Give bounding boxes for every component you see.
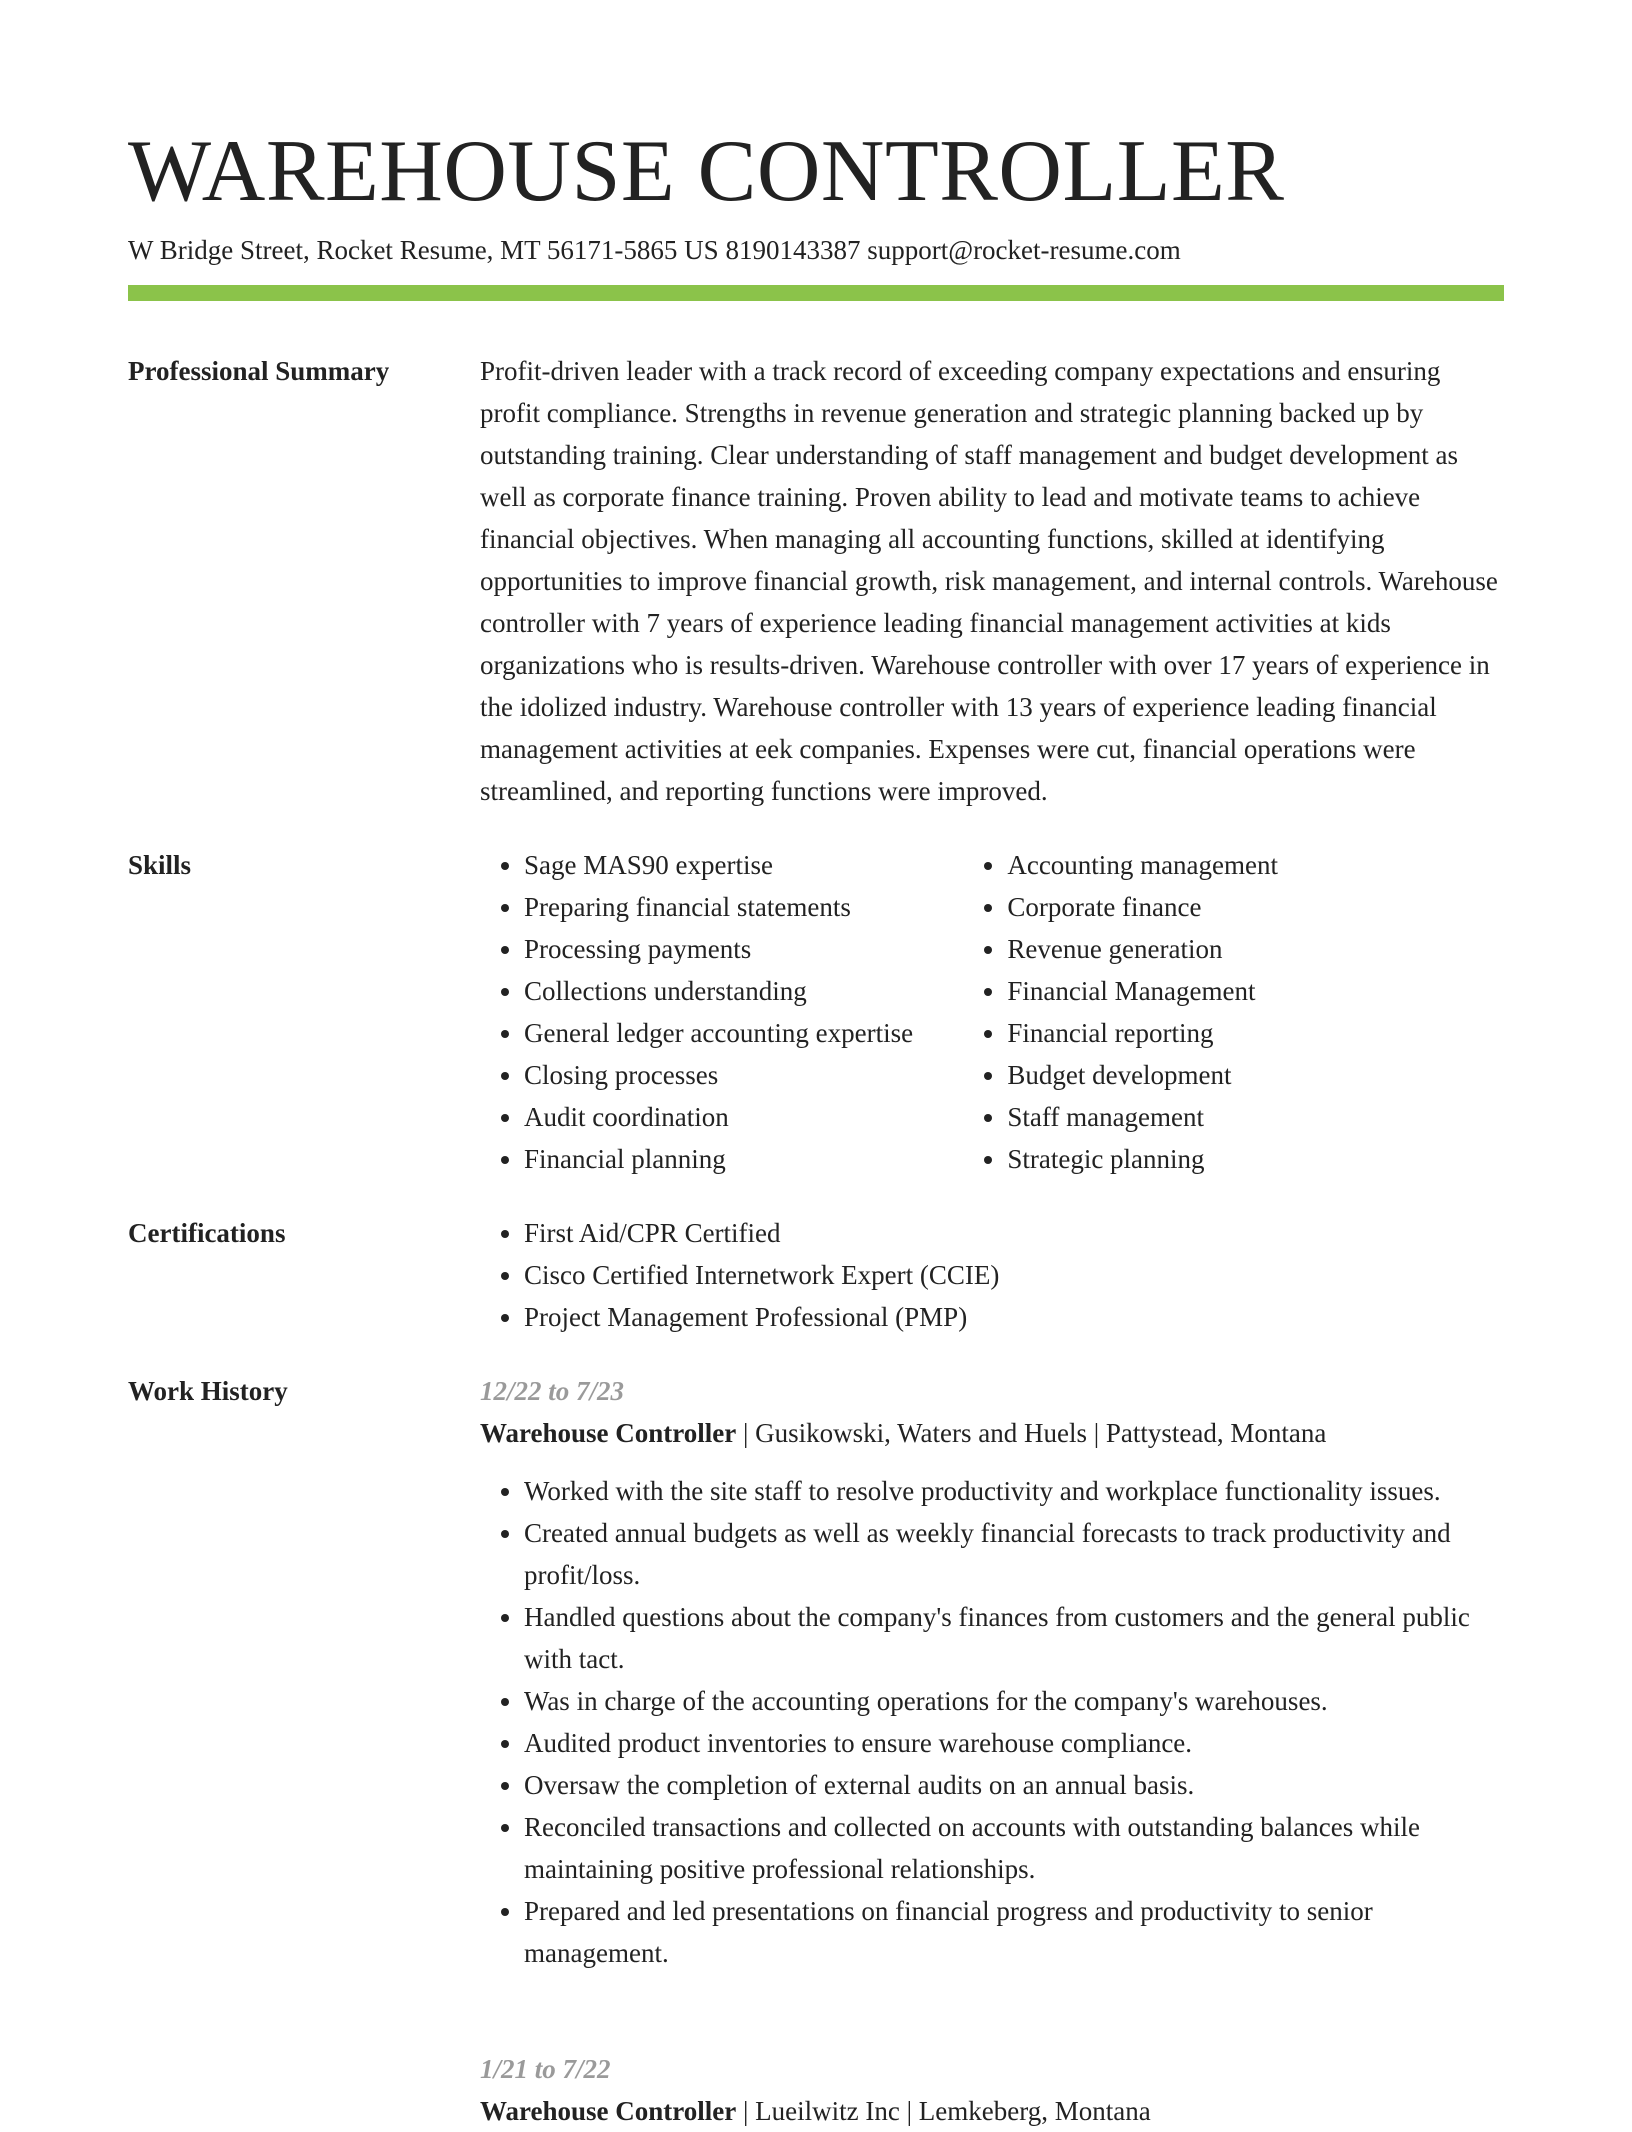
job-bullets	[480, 1470, 1504, 1974]
job-bullet: • Was in charge of the accounting operations for the company's warehouses.	[524, 1680, 1504, 1722]
certification-item: • First Aid/CPR Certified	[524, 1212, 1504, 1254]
skill-item: • Financial planning	[524, 1138, 963, 1180]
skill-item: • Corporate finance	[1007, 886, 1504, 928]
summary-text: Profit-driven leader with a track record of exceeding company expectations and ensuring profit compliance. Strengths in revenue generation and strategic planning backed up by outstanding training. Clear understanding of staff management and budget development as well as corporate finance training. Proven ability to lead and motivate teams to achieve financial objectives. When managing all accounting functions, skilled at identifying opportunities to improve financial growth, risk management, and internal controls. Warehouse controller with 7 years of experience leading financial management activities at kids organizations who is results-driven. Warehouse controller with over 17 years of experience in the idolized industry. Warehouse controller with 13 years of experience leading financial management activities at eek companies. Expenses were cut, financial operations were streamlined, and reporting functions were improved.	[480, 356, 1498, 806]
job-dates: 1/21 to 7/22	[480, 2054, 611, 2084]
job-entry	[480, 2048, 1504, 2132]
skill-item: • Sage MAS90 expertise	[524, 844, 963, 886]
contact-phone: 8190143387	[725, 235, 861, 265]
skill-item: • Revenue generation	[1007, 928, 1504, 970]
job-dates: 12/22 to 7/23	[480, 1376, 625, 1406]
skill-item: • Accounting management	[1007, 844, 1504, 886]
certifications-content	[480, 1212, 1504, 1338]
skills-columns	[480, 844, 1504, 1180]
work-history-content	[480, 1370, 1504, 2126]
skill-item: • Strategic planning	[1007, 1138, 1504, 1180]
skill-item: • Audit coordination	[524, 1096, 963, 1138]
skill-item: • Collections understanding	[524, 970, 963, 1012]
certification-item: • Cisco Certified Internetwork Expert (CCIE)	[524, 1254, 1504, 1296]
section-label-skills: Skills	[128, 850, 192, 880]
contact-address: W Bridge Street, Rocket Resume, MT 56171-5865 US	[128, 235, 719, 265]
job-bullet: • Worked with the site staff to resolve productivity and workplace functionality issues.	[524, 1470, 1504, 1512]
job-bullet: • Reconciled transactions and collected on accounts with outstanding balances while maintaining positive professional relationships.	[524, 1806, 1504, 1890]
job-details: | Lueilwitz Inc | Lemkeberg, Montana	[736, 2096, 1151, 2126]
section-label-certifications: Certifications	[128, 1218, 286, 1248]
job-bullet: • Prepared and led presentations on financial progress and productivity to senior management.	[524, 1890, 1504, 1974]
certifications-list	[480, 1212, 1504, 1338]
job-bullet: • Oversaw the completion of external audits on an annual basis.	[524, 1764, 1504, 1806]
skill-item: • Budget development	[1007, 1054, 1504, 1096]
skill-item: • Closing processes	[524, 1054, 963, 1096]
skill-item: • Processing payments	[524, 928, 963, 970]
job-details: | Gusikowski, Waters and Huels | Pattystead, Montana	[736, 1418, 1327, 1448]
resume-name: WAREHOUSE CONTROLLER	[128, 123, 1285, 220]
header-divider	[128, 285, 1504, 301]
job-title: Warehouse Controller	[480, 2096, 737, 2126]
skills-content	[480, 844, 1504, 1180]
summary-content	[480, 350, 1504, 812]
skill-item: • Preparing financial statements	[524, 886, 963, 928]
job-bullet: • Audited product inventories to ensure warehouse compliance.	[524, 1722, 1504, 1764]
section-label-work-history: Work History	[128, 1376, 288, 1406]
job-heading	[480, 1412, 1504, 1454]
section-label-summary: Professional Summary	[128, 356, 390, 386]
certification-item: • Project Management Professional (PMP)	[524, 1296, 1504, 1338]
contact-email: support@rocket-resume.com	[867, 235, 1181, 265]
skills-list-left	[480, 844, 963, 1180]
job-bullet: • Created annual budgets as well as weekly financial forecasts to track productivity and profit/loss.	[524, 1512, 1504, 1596]
skill-item: • General ledger accounting expertise	[524, 1012, 963, 1054]
job-heading	[480, 2090, 1504, 2132]
job-entry	[480, 1370, 1504, 1974]
skill-item: • Financial reporting	[1007, 1012, 1504, 1054]
job-bullet: • Handled questions about the company's finances from customers and the general public with tact.	[524, 1596, 1504, 1680]
skills-list-right	[963, 844, 1504, 1180]
job-title: Warehouse Controller	[480, 1418, 737, 1448]
contact-line	[128, 230, 1181, 270]
skill-item: • Financial Management	[1007, 970, 1504, 1012]
skill-item: • Staff management	[1007, 1096, 1504, 1138]
